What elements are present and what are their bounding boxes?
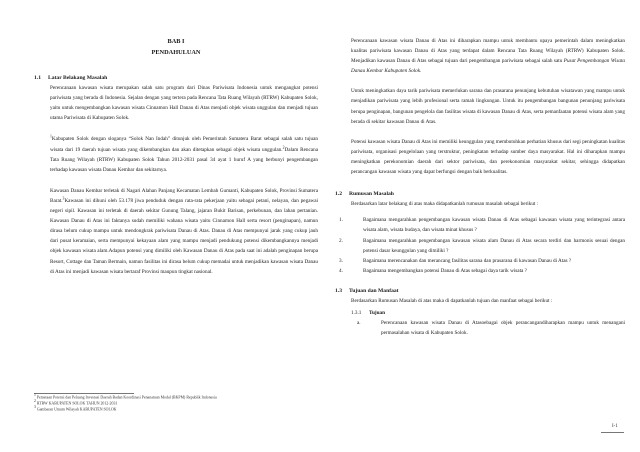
footnote-text: Pemetaan Potensi dan Peluang Investasi Daerah Badan Koordinasi Penanaman Modal (BKPM) Republik Indonesia <box>36 395 217 400</box>
list-text: Bagaimana mengarahkan pengembangan kawasan wisata Danau di Atas sebagai kawasan wisata yang terintegrasi antara wisata alam, wisata budaya, dan wisata minat khusus ? <box>363 217 625 234</box>
footnote-ref: 1 <box>50 134 52 139</box>
section-title: Rumusan Masalah <box>349 191 394 198</box>
footnote-text: RTRW KABUPATEN SOLOK TAHUN 2012-2031 <box>36 401 118 406</box>
subsection-heading-1-3-1 <box>335 308 625 318</box>
list-item <box>335 266 625 276</box>
section-number: 1.3 <box>335 287 342 294</box>
section-title: Latar Belakang Masalah <box>48 75 108 81</box>
footnote-divider <box>34 393 134 394</box>
list-text: Bagaimana mengarahkan pengembangan kawasan wisata alam Danau di Atas secara terdiri dan harmonis sesuai dengan potensi dasar keunggulan yang dimiliki ? <box>363 237 625 254</box>
footnote-ref: 3 <box>62 196 65 201</box>
chapter-label: BAB I <box>167 38 185 45</box>
paragraph-text: Dalam Rencana Tata Ruang Wilayah (RTRW) Kabupaten Solok Tahun 2012-2031 pasal 34 ayat 1 huruf A yang berbunyi pengembangan terhadap kawasan wisata Danau Kembar dan sekitarnya. <box>50 146 318 173</box>
list-item <box>335 236 625 256</box>
paragraph-text: Kawasan ini dihuni oleh 53.178 jiwa penduduk dengan rata-rata pekerjaan yaitu sebagai petani, nelayan, dan pegawai negeri sipil. Kawasan ini terletak di daerah sekitar Gunung Talang, jajaran Bukit Barisan, perkebunan, dan lahan pertanian. Kawasan Danau di Atas ini faktanya sudah memiliki wahana wisata yaitu Cinnamon Hall serta resort (penginapan), namun dirasa belum cukup mampu untuk mendongkrak pariwisata Danau di Atas. Danau di Atas mempunyai jarak yang cukup jauh dari pusat keramaian, serta mempunyai kekayaan alam yang mampu menjadi pendukung potensi dikembangkannya menjadi objek kawasan wisata alam.Adapun potensi yang dimiliki oleh Kawasan Danau di Atas pada saat ini adalah penginapan berupa Resort, Cottage dan Taman Bermain, namun fasilitas ini dirasa belum cukup memadai untuk menjadikan kawasan wisata Danau di Atas ini menjadi kawasan wisata bertaraf Provinsi maupun tingkat nasional. <box>50 197 318 275</box>
paragraph: Perencanaan kawasan wisata merupakan salah satu program dari Dinas Pariwisata Indonesia untuk mengangkat potensi pariwisata yang berada di Indonesia. Sejalan dengan yang tertera pada Rencana Tata Ruang Wilayah (RTRW) Kabupaten Solok, yaitu untuk mengembangkan kawasan wisata Cinnamon Hall Danau di Atas menjadi objek wisata unggulan dan menjadi tujuan utama Pariwisata di Kabupaten Solok. <box>50 85 318 122</box>
paragraph <box>34 186 318 277</box>
section-heading-1-3 <box>335 286 625 296</box>
list-number: 4. <box>339 267 343 274</box>
footnote <box>34 407 318 413</box>
list-number: 1. <box>339 217 343 224</box>
paragraph: Untuk meningkatkan daya tarik pariwisata memerlukan sarana dan prasarana penunjang kebutuhan wisatawan yang mampu untuk menjadikan pariwisata yang lebih profesional serta ramah lingkungan. Untuk itu pengembangan bangunan penunjang pariwisata berupa penginapan, bangunan pengelola dan fasilitas wisata di kawasan Danau di Atas, serta pemanfaatan potensi wisata alam yang berada di sekitar kawasan Danau di Atas. <box>351 88 625 125</box>
paragraph-text: Kabupaten Solok dengan sloganya “Solok Nan Indah” ditunjuk oleh Pemerintah Sumatera Barat sebagai salah satu tujuan wisata dari 19 daerah tujuan wisata yang dikembangkan dan akan ditetapkan sebagai objek wisata unggulan. <box>50 136 318 153</box>
paragraph <box>34 134 318 174</box>
list-letter: a. <box>357 320 361 327</box>
paragraph-text: Perencanaan kawasan wisata Danau di Atas ini diharapkan mampu untuk membantu upaya pemerintah dalam meningkatkan kualitas pariwisata kawasan Danau di Atas yang terdapat dalam Rencana Tata Ruang Wilayah (RTRW) Kabupaten Solok. Menjadikan kawasan Danau di Atas sebagai tujuan dari pengembangan pariwisata sebagai salah satu <box>351 38 625 65</box>
footnote-number: 3 <box>34 405 36 409</box>
paragraph <box>335 36 625 76</box>
chapter-title: PENDAHULUAN <box>151 49 201 56</box>
list-number: 2. <box>339 237 343 244</box>
footnote-text: Gambaran Umum Wilayah KABUPATEN SOLOK <box>36 407 117 412</box>
section-number: 1.1 <box>34 75 41 81</box>
list-item <box>335 215 625 235</box>
footnote-ref: 2 <box>282 144 285 149</box>
footnote-number: 2 <box>34 399 36 403</box>
list-text: Perencanaan kawasan wisata Danau di Atasoebagai objek perancangandiharapkan mampu untuk menangani permasalahan wisata di Kabupaten Solok. <box>381 320 625 337</box>
list-item <box>335 256 625 266</box>
left-column <box>34 0 318 277</box>
problem-list <box>335 215 625 276</box>
list-text: Bagaimana merencanakan dan merancang fasilitas sarana dan prasarana di kawasan Danau di Atas ? <box>363 257 572 264</box>
page-number: I-1 <box>612 424 618 429</box>
paragraph-text: Kawasan Danau Kembar terletak di Nagari Alahan Panjang Kecamatan Lembah Gumanti, Kabupaten Solok, Provinsi Sumatera Barat. <box>50 187 318 204</box>
subsection-title: Tujuan <box>369 310 385 317</box>
section-heading-1-2 <box>335 189 625 199</box>
list-item <box>335 318 625 338</box>
subsection-number: 1.3.1 <box>351 310 362 317</box>
section-title: Tujuan dan Manfaat <box>349 287 399 294</box>
list-text: Bagaimana mengembangkan potensi Danau di Atas sebagai daya tarik wisata ? <box>363 267 527 274</box>
section-heading-1-1 <box>34 73 318 83</box>
page-number-rule <box>601 432 624 433</box>
paragraph: Berdasarkan latar belakang di atas maka didapatkanlah rumusan masalah sebagai berikut : <box>351 201 539 208</box>
paragraph: Potensi kawasan wisata Danau di Atas ini memiliki keunggulan yang membutuhkan perhatian khusus dari segi peningkatan kualitas pariwisata, organisasi pengelolaan yang terstruktur, peningkatan terhadap sumber daya masyarakat. Hal ini diharapkan mampu meningkatkan perekonomian daerah dari sektor pariwisata, dan perekonomian masyarakat sekitar, sehingga didapatkan perancangan kawasan wisata yang dapat berfungsi dengan baik berkualitas. <box>351 138 625 176</box>
paragraph: Berdasarkan Rumusan Masalah di atas maka di dapatkanlah tujuan dan manfaat sebagai berikut : <box>351 297 553 304</box>
section-number: 1.2 <box>335 191 342 198</box>
paragraph-italic-text: Pusat Pengembangan Wisata Danau Kembar Kabupaten Solok. <box>351 58 625 75</box>
footnote-number: 1 <box>34 393 36 397</box>
right-column <box>335 36 625 338</box>
list-number: 3. <box>339 257 343 264</box>
